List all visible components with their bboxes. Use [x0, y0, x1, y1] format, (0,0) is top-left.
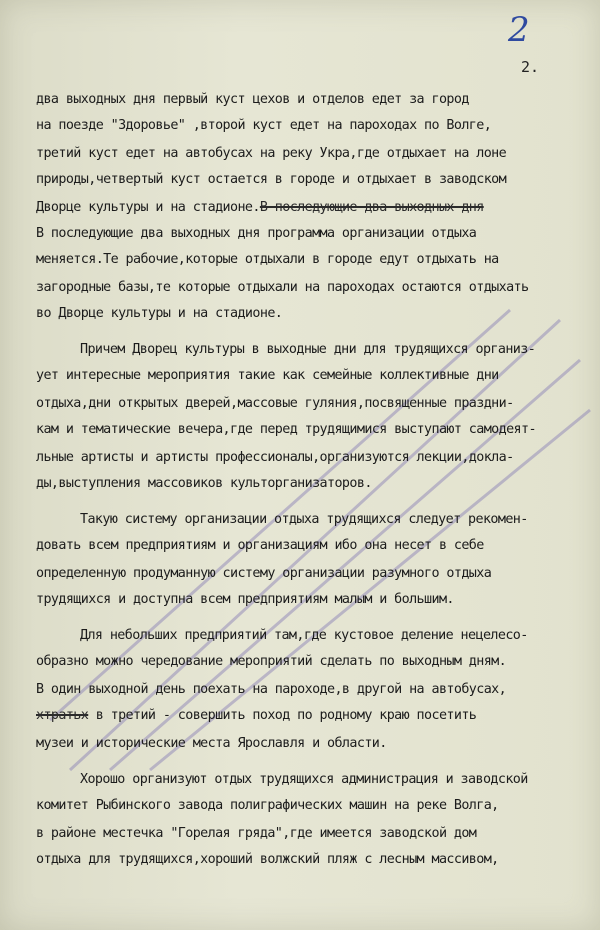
text-line	[36, 146, 506, 161]
text-line	[36, 252, 499, 267]
line-text: Для небольших предприятий там,где кустовое деление нецелесо-	[80, 628, 528, 643]
line-text: меняется.Те рабочие,которые отдыхали в городе едут отдыхать на	[36, 252, 499, 267]
text-line	[36, 566, 491, 581]
line-text: Дворце культуры и на стадионе.	[36, 200, 260, 215]
text-line	[80, 512, 528, 527]
text-line	[36, 708, 476, 723]
line-text: определенную продуманную систему организации разумного отдыха	[36, 566, 492, 581]
text-line	[36, 306, 282, 321]
text-line	[36, 172, 506, 187]
text-line	[36, 368, 499, 383]
line-text: довать всем предприятиям и организациям ибо она несет в себе	[36, 538, 484, 553]
line-text: в третий - совершить поход по родному краю посетить	[88, 708, 477, 723]
line-text: В один выходной день поехать на пароходе,в другой на автобусах,	[36, 682, 507, 697]
text-line	[36, 396, 514, 411]
line-text: отдыха для трудящихся,хороший волжский пляж с лесным массивом,	[36, 852, 499, 867]
text-line	[36, 852, 499, 867]
text-line	[36, 682, 506, 697]
text-line	[36, 280, 528, 295]
text-line	[80, 772, 528, 787]
text-line	[36, 92, 469, 107]
line-text: природы,четвертый куст остается в городе и отдыхает в заводском	[36, 172, 507, 187]
typed-page-number: 2.	[521, 58, 540, 76]
text-line	[36, 118, 491, 133]
line-text: в районе местечка "Горелая гряда",где имеется заводской дом	[36, 826, 477, 841]
handwritten-page-number: 2	[508, 10, 530, 50]
line-text: музеи и исторические места Ярославля и области.	[36, 736, 387, 751]
text-line	[36, 226, 476, 241]
text-line	[36, 476, 372, 491]
text-line	[36, 592, 454, 607]
line-text: образно можно чередование мероприятий сделать по выходным дням.	[36, 654, 507, 669]
line-text: кам и тематические вечера,где перед трудящимися выступают самодеят-	[36, 422, 536, 437]
line-text: В последующие два выходных дня программа организации отдыха	[36, 226, 477, 241]
line-text: третий куст едет на автобусах на реку Укра,где отдыхает на лоне	[36, 146, 507, 161]
text-line	[36, 798, 499, 813]
line-text: комитет Рыбинского завода полиграфических машин на реке Волга,	[36, 798, 499, 813]
struck-text: В последующие два выходных дня	[259, 200, 484, 215]
text-line	[36, 450, 514, 465]
text-line	[36, 654, 506, 669]
line-text: Причем Дворец культуры в выходные дни для трудящихся организ-	[80, 342, 536, 357]
text-line	[36, 736, 387, 751]
struck-text: хтратьх	[36, 708, 89, 723]
text-line	[80, 628, 528, 643]
text-line	[36, 422, 536, 437]
line-text: во Дворце культуры и на стадионе.	[36, 306, 283, 321]
line-text: льные артисты и артисты профессионалы,организуются лекции,доклa-	[36, 450, 514, 465]
text-line	[36, 826, 476, 841]
line-text: Такую систему организации отдыха трудящихся следует рекомен-	[80, 512, 528, 527]
line-text: трудящихся и доступна всем предприятиям малым и большим.	[36, 592, 454, 607]
text-line	[80, 342, 535, 357]
text-line	[36, 200, 484, 215]
line-text: ды,выступления массовиков культорганизаторов.	[36, 476, 372, 491]
line-text: на поезде "Здоровье" ,второй куст едет на пароходах по Волге,	[36, 118, 492, 133]
line-text: Хорошо организуют отдых трудящихся администрация и заводской	[80, 772, 528, 787]
line-text: загородные базы,те которые отдыхали на пароходах остаются отдыхать	[36, 280, 529, 295]
text-line	[36, 538, 484, 553]
line-text: ует интересные мероприятия такие как семейные коллективные дни	[36, 368, 499, 383]
line-text: два выходных дня первый куст цехов и отделов едет за город	[36, 92, 469, 107]
line-text: отдыха,дни открытых дверей,массовые гуляния,посвященные праздни-	[36, 396, 514, 411]
